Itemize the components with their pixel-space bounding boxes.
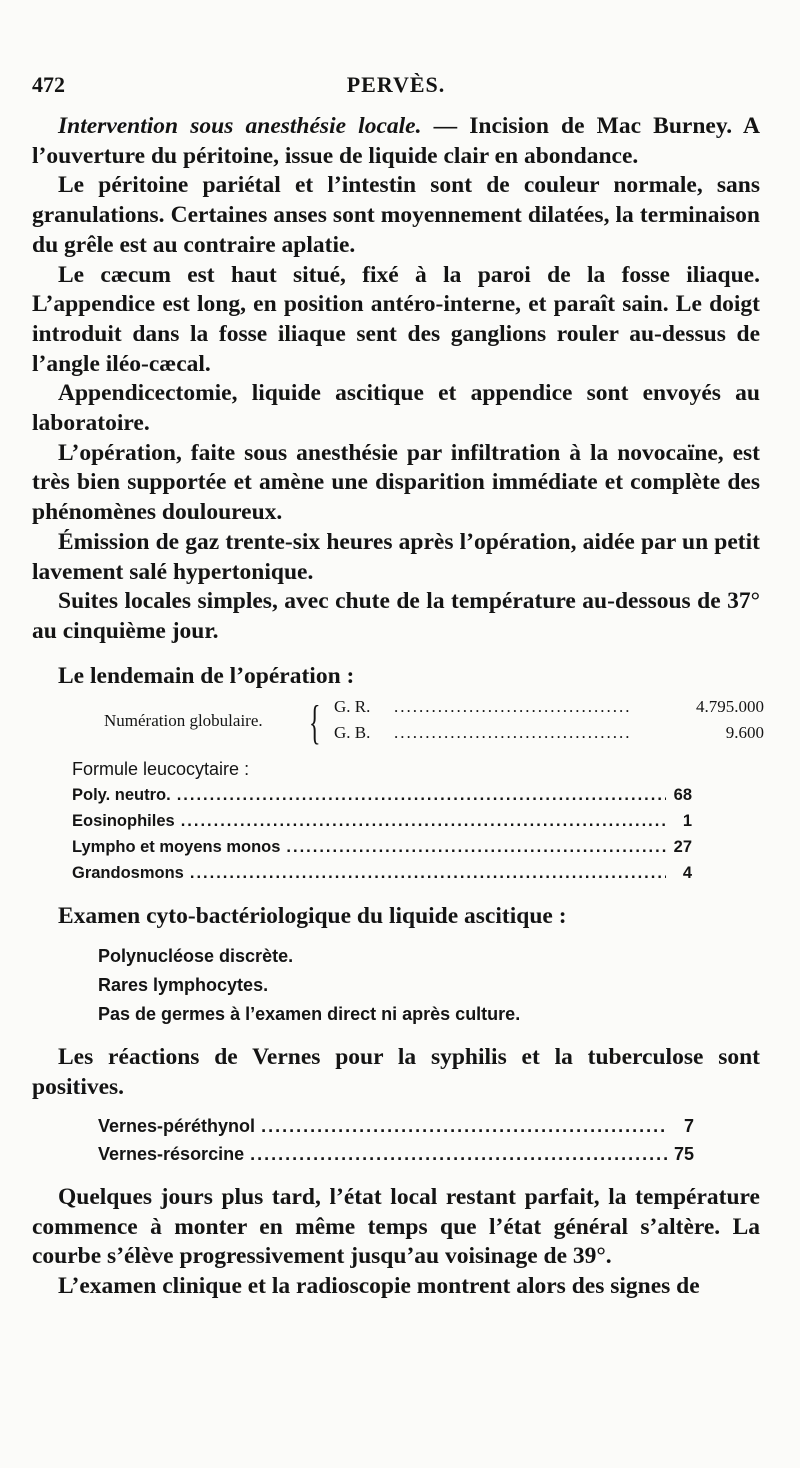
formule-label: Lympho et moyens monos <box>72 838 281 856</box>
lendemain-heading: Le lendemain de l’opération : <box>58 663 355 689</box>
paragraph-peritoine: Le péritoine pariétal et l’intestin sont de couleur normale, sans granulations. Certaines anses sont moyennement dilatées, la terminaison du grêle est au contraire aplatie. <box>32 172 760 258</box>
examen-line: Rares lymphocytes. <box>98 975 269 995</box>
vernes-value: 7 <box>683 1116 694 1136</box>
dot-leader <box>190 860 666 886</box>
paragraph-appendicectomie: Appendicectomie, liquide ascitique et appendice sont envoyés au laboratoire. <box>32 380 760 437</box>
vernes-label: Vernes-résorcine <box>98 1144 245 1164</box>
formule-value: 27 <box>673 838 692 856</box>
formule-row <box>72 860 692 886</box>
page-number: 472 <box>32 72 65 97</box>
paragraph-operation: L’opération, faite sous anesthésie par infiltration à la novocaïne, est très bien supportée et amène une disparition immédiate et complète des phénomènes douloureux. <box>32 439 760 526</box>
dot-leader <box>250 1140 668 1168</box>
dot-leader <box>394 697 634 717</box>
dot-leader <box>286 834 666 860</box>
examen-lines <box>98 942 718 1029</box>
formule-leucocytaire <box>72 756 692 886</box>
vernes-value: 75 <box>673 1144 694 1164</box>
intro-lead: Intervention sous anesthésie locale. <box>58 113 422 139</box>
examen-heading-block <box>32 902 760 932</box>
formule-row <box>72 808 692 834</box>
dot-leader <box>177 782 666 808</box>
numeration-key: G. R. <box>334 697 371 716</box>
paragraph-suites: Suites locales simples, avec chute de la température au-dessous de 37° au cinquième jour. <box>32 588 760 644</box>
body-section-1 <box>32 112 760 647</box>
dot-leader <box>261 1112 668 1140</box>
examen-line: Polynucléose discrète. <box>98 946 294 966</box>
numeration-value: 9.600 <box>725 723 764 742</box>
closing-paragraph: Quelques jours plus tard, l’état local restant parfait, la température commence à monter en même temps que l’état général s’altère. La courbe s’élève progressivement jusqu’au voisinage de 39°. <box>32 1184 760 1270</box>
dot-leader <box>394 723 634 743</box>
brace-icon: { <box>309 696 321 749</box>
paragraph-emission: Émission de gaz trente-six heures après l’opération, aidée par un petit lavement salé hypertonique. <box>32 528 760 585</box>
vernes-row <box>98 1112 694 1140</box>
formule-label: Poly. neutro. <box>72 786 171 804</box>
numeration-globulaire <box>104 697 764 753</box>
running-header <box>32 72 760 102</box>
formule-label: Eosinophiles <box>72 812 175 830</box>
closing-paragraph: L’examen clinique et la radioscopie montrent alors des signes de <box>58 1273 700 1300</box>
formule-value: 4 <box>682 864 692 882</box>
numeration-value: 4.795.000 <box>696 697 764 716</box>
lendemain-heading-block <box>32 662 760 692</box>
vernes-label: Vernes-péréthynol <box>98 1116 256 1136</box>
vernes-row <box>98 1140 694 1168</box>
running-title: PERVÈS. <box>346 72 446 97</box>
numeration-key: G. B. <box>334 723 371 742</box>
closing-section <box>32 1183 760 1302</box>
formule-value: 68 <box>673 786 692 804</box>
formule-row <box>72 834 692 860</box>
formule-row <box>72 782 692 808</box>
dot-leader <box>181 808 666 834</box>
vernes-table <box>98 1112 694 1168</box>
formule-heading: Formule leucocytaire : <box>72 759 250 779</box>
formule-value: 1 <box>682 812 692 830</box>
paragraph-caecum: Le cæcum est haut situé, fixé à la paroi de la fosse iliaque. L’appendice est long, en position antéro-interne, et paraît sain. Le doigt introduit dans la fosse iliaque sent des ganglions rouler au-dessus de l’angle iléo-cæcal. <box>32 261 760 377</box>
vernes-block <box>32 1043 760 1102</box>
numeration-row <box>334 697 764 717</box>
intro-paragraph <box>32 112 760 171</box>
numeration-label: Numération globulaire. <box>104 711 263 730</box>
vernes-text: Les réactions de Vernes pour la syphilis et la tuberculose sont positives. <box>32 1044 760 1100</box>
intro-rest: — Incision de Mac Burney. A l’ouverture du péritoine, issue de liquide clair en abondance. <box>32 113 760 169</box>
examen-line: Pas de germes à l’examen direct ni après culture. <box>98 1004 521 1024</box>
examen-heading: Examen cyto-bactériologique du liquide ascitique : <box>58 903 567 929</box>
numeration-row <box>334 723 764 743</box>
formule-label: Grandosmons <box>72 864 184 882</box>
